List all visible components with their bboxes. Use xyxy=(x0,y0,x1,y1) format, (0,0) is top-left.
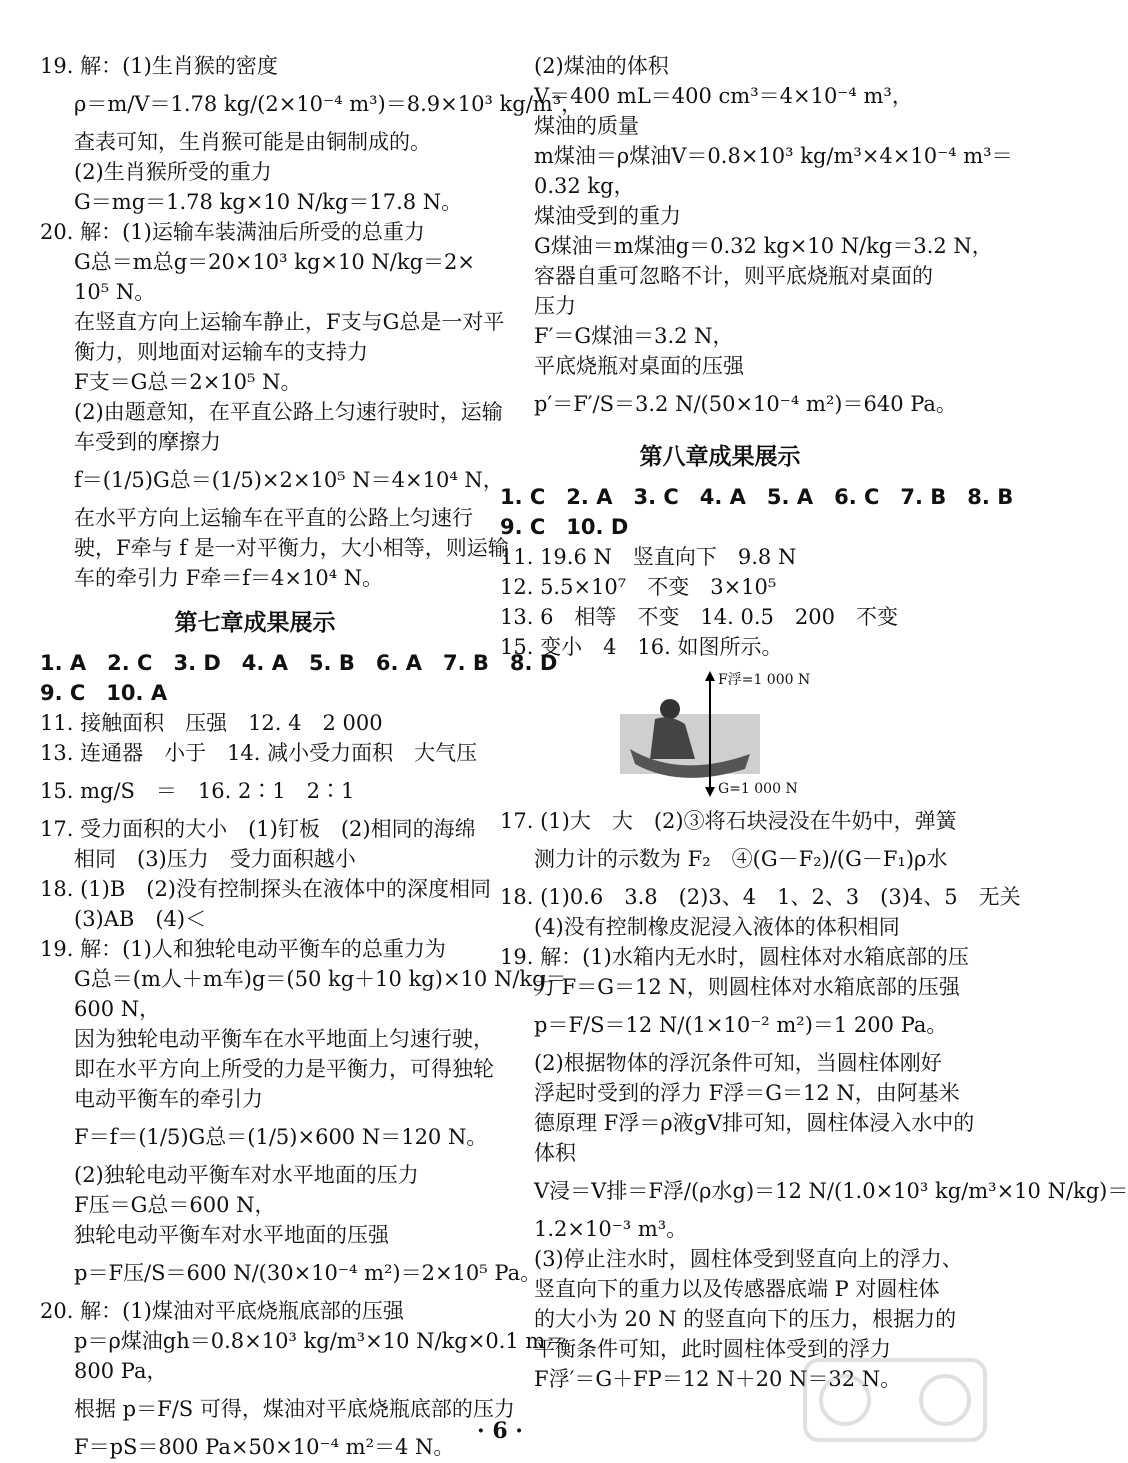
text-line: p′＝F′/S＝3.2 N/(50×10⁻⁴ m²)＝640 Pa。 xyxy=(534,392,957,416)
text-line: G总＝m总g＝20×10³ kg×10 N/kg＝2× xyxy=(74,250,475,274)
text-line: 竖直向下的重力以及传感器底端 P 对圆柱体 xyxy=(534,1277,940,1301)
text-line: F′＝G煤油＝3.2 N， xyxy=(534,324,734,348)
text-line: (2)生肖猴所受的重力 xyxy=(74,160,272,184)
text-line: 19. 解：(1)生肖猴的密度 xyxy=(40,54,278,78)
text-line: 容器自重可忽略不计，则平底烧瓶对桌面的 xyxy=(534,264,933,288)
text-line: 15. 变小 4 16. 如图所示。 xyxy=(500,635,783,659)
buoyant-force-arrowhead xyxy=(705,671,715,681)
watermark-logo xyxy=(800,1355,990,1445)
text-line: 9. C 10. A xyxy=(40,681,168,705)
text-line: 18. (1)0.6 3.8 (2)3、4 1、2、3 (3)4、5 无关 xyxy=(500,885,1021,909)
text-line: 即在水平方向上所受的力是平衡力，可得独轮 xyxy=(74,1057,494,1081)
text-line: 浮起时受到的浮力 F浮＝G＝12 N，由阿基米 xyxy=(534,1081,960,1105)
text-line: F压＝G总＝600 N， xyxy=(74,1193,276,1217)
text-line: p＝ρ煤油gh＝0.8×10³ kg/m³×10 N/kg×0.1 m＝ xyxy=(74,1329,567,1353)
text-line: 力 F＝G＝12 N，则圆柱体对水箱底部的压强 xyxy=(534,975,960,999)
text-line: 驶，F牵与 f 是一对平衡力，大小相等，则运输 xyxy=(74,536,509,560)
text-line: 13. 6 相等 不变 14. 0.5 200 不变 xyxy=(500,605,898,629)
text-line: 查表可知，生肖猴可能是由铜制成的。 xyxy=(74,130,431,154)
chapter-heading: 第八章成果展示 xyxy=(639,444,801,470)
text-line: 15. mg/S ＝ 16. 2∶1 2∶1 xyxy=(40,779,355,803)
text-line: (2)由题意知，在平直公路上匀速行驶时，运输 xyxy=(74,400,503,424)
text-line: 19. 解：(1)水箱内无水时，圆柱体对水箱底部的压 xyxy=(500,945,969,969)
text-line: 平衡条件可知，此时圆柱体受到的浮力 xyxy=(534,1337,891,1361)
text-line: F＝f＝(1/5)G总＝(1/5)×600 N＝120 N。 xyxy=(74,1125,488,1149)
person-head xyxy=(660,699,680,719)
text-line: 1.2×10⁻³ m³。 xyxy=(534,1217,688,1241)
text-line: G总＝(m人＋m车)g＝(50 kg＋10 kg)×10 N/kg＝ xyxy=(74,967,567,991)
text-line: (3)停止注水时，圆柱体受到竖直向上的浮力、 xyxy=(534,1247,963,1271)
text-line: 根据 p＝F/S 可得，煤油对平底烧瓶底部的压力 xyxy=(74,1397,515,1421)
text-line: 20. 解：(1)煤油对平底烧瓶底部的压强 xyxy=(40,1299,404,1323)
text-line: 煤油受到的重力 xyxy=(534,204,681,228)
text-line: 20. 解：(1)运输车装满油后所受的总重力 xyxy=(40,220,425,244)
text-line: F浮′＝G＋FP＝12 N＋20 N＝32 N。 xyxy=(534,1367,902,1391)
text-line: 1. A 2. C 3. D 4. A 5. B 6. A 7. B 8. D xyxy=(40,651,558,675)
text-line: 19. 解：(1)人和独轮电动平衡车的总重力为 xyxy=(40,937,446,961)
page-number: · 6 · xyxy=(477,1418,523,1444)
text-line: 600 N， xyxy=(74,997,161,1021)
text-line: 10⁵ N。 xyxy=(74,280,156,304)
text-line: V＝400 mL＝400 cm³＝4×10⁻⁴ m³， xyxy=(534,84,913,108)
text-line: 17. 受力面积的大小 (1)钉板 (2)相同的海绵 xyxy=(40,817,476,841)
text-line: 在水平方向上运输车在平直的公路上匀速行 xyxy=(74,506,473,530)
text-line: 压力 xyxy=(534,294,576,318)
text-line: 测力计的示数为 F₂ ④(G－F₂)/(G－F₁)ρ水 xyxy=(534,847,948,871)
text-line: (2)根据物体的浮沉条件可知，当圆柱体刚好 xyxy=(534,1051,942,1075)
text-line: 17. (1)大 大 (2)③将石块浸没在牛奶中，弹簧 xyxy=(500,809,957,833)
text-line: 因为独轮电动平衡车在水平地面上匀速行驶， xyxy=(74,1027,494,1051)
text-line: 平底烧瓶对桌面的压强 xyxy=(534,354,744,378)
text-line: V浸＝V排＝F浮/(ρ水g)＝12 N/(1.0×10³ kg/m³×10 N/kg)＝ xyxy=(534,1179,1128,1203)
text-line: G煤油＝m煤油g＝0.32 kg×10 N/kg＝3.2 N， xyxy=(534,234,993,258)
buoyant-force-label: F浮=1 000 N xyxy=(718,672,811,688)
text-line: 11. 19.6 N 竖直向下 9.8 N xyxy=(500,545,797,569)
text-line: 13. 连通器 小于 14. 减小受力面积 大气压 xyxy=(40,741,478,765)
text-line: m煤油＝ρ煤油V＝0.8×10³ kg/m³×4×10⁻⁴ m³＝ xyxy=(534,144,1013,168)
text-line: (2)煤油的体积 xyxy=(534,54,669,78)
text-line: 9. C 10. D xyxy=(500,515,629,539)
text-line: 车的牵引力 F牵＝f＝4×10⁴ N。 xyxy=(74,566,384,590)
text-line: 德原理 F浮＝ρ液gV排可知，圆柱体浸入水中的 xyxy=(534,1111,975,1135)
text-line: 电动平衡车的牵引力 xyxy=(74,1087,263,1111)
text-line: 1. C 2. A 3. C 4. A 5. A 6. C 7. B 8. B xyxy=(500,485,1014,509)
text-line: f＝(1/5)G总＝(1/5)×2×10⁵ N＝4×10⁴ N， xyxy=(74,468,504,492)
text-line: F＝pS＝800 Pa×50×10⁻⁴ m²＝4 N。 xyxy=(74,1435,455,1459)
right-top-block xyxy=(500,52,1014,661)
text-line: 独轮电动平衡车对水平地面的压强 xyxy=(74,1223,389,1247)
text-line: 18. (1)B (2)没有控制探头在液体中的深度相同 xyxy=(40,877,491,901)
text-line: 的大小为 20 N 的竖直向下的压力，根据力的 xyxy=(534,1307,957,1331)
text-line: 车受到的摩擦力 xyxy=(74,430,221,454)
chapter-heading: 第七章成果展示 xyxy=(174,610,336,636)
text-line: (4)没有控制橡皮泥浸入液体的体积相同 xyxy=(534,915,900,939)
text-line: p＝F压/S＝600 N/(30×10⁻⁴ m²)＝2×10⁵ Pa。 xyxy=(74,1261,542,1285)
text-line: G＝mg＝1.78 kg×10 N/kg＝17.8 N。 xyxy=(74,190,463,214)
right-bottom-block xyxy=(500,807,1128,1393)
text-line: p＝F/S＝12 N/(1×10⁻² m²)＝1 200 Pa。 xyxy=(534,1013,948,1037)
text-line: 0.32 kg， xyxy=(534,174,635,198)
text-line: 煤油的质量 xyxy=(534,114,639,138)
text-line: (2)独轮电动平衡车对水平地面的压力 xyxy=(74,1163,419,1187)
gravity-label: G=1 000 N xyxy=(718,781,798,797)
text-line: 12. 5.5×10⁷ 不变 3×10⁵ xyxy=(500,575,777,599)
gravity-arrowhead xyxy=(705,787,715,797)
text-line: 衡力，则地面对运输车的支持力 xyxy=(74,340,368,364)
text-line: 800 Pa， xyxy=(74,1359,168,1383)
text-line: 11. 接触面积 压强 12. 4 2 000 xyxy=(40,711,383,735)
text-line: (3)AB (4)＜ xyxy=(74,907,207,931)
text-line: F支＝G总＝2×10⁵ N。 xyxy=(74,370,302,394)
text-line: 在竖直方向上运输车静止，F支与G总是一对平 xyxy=(74,310,505,334)
right-column xyxy=(500,52,1128,1395)
text-line: 相同 (3)压力 受力面积越小 xyxy=(74,847,356,871)
text-line: ρ＝m/V＝1.78 kg/(2×10⁻⁴ m³)＝8.9×10³ kg/m³， xyxy=(74,92,583,116)
text-line: 体积 xyxy=(534,1141,576,1165)
buoyancy-figure xyxy=(610,669,850,799)
